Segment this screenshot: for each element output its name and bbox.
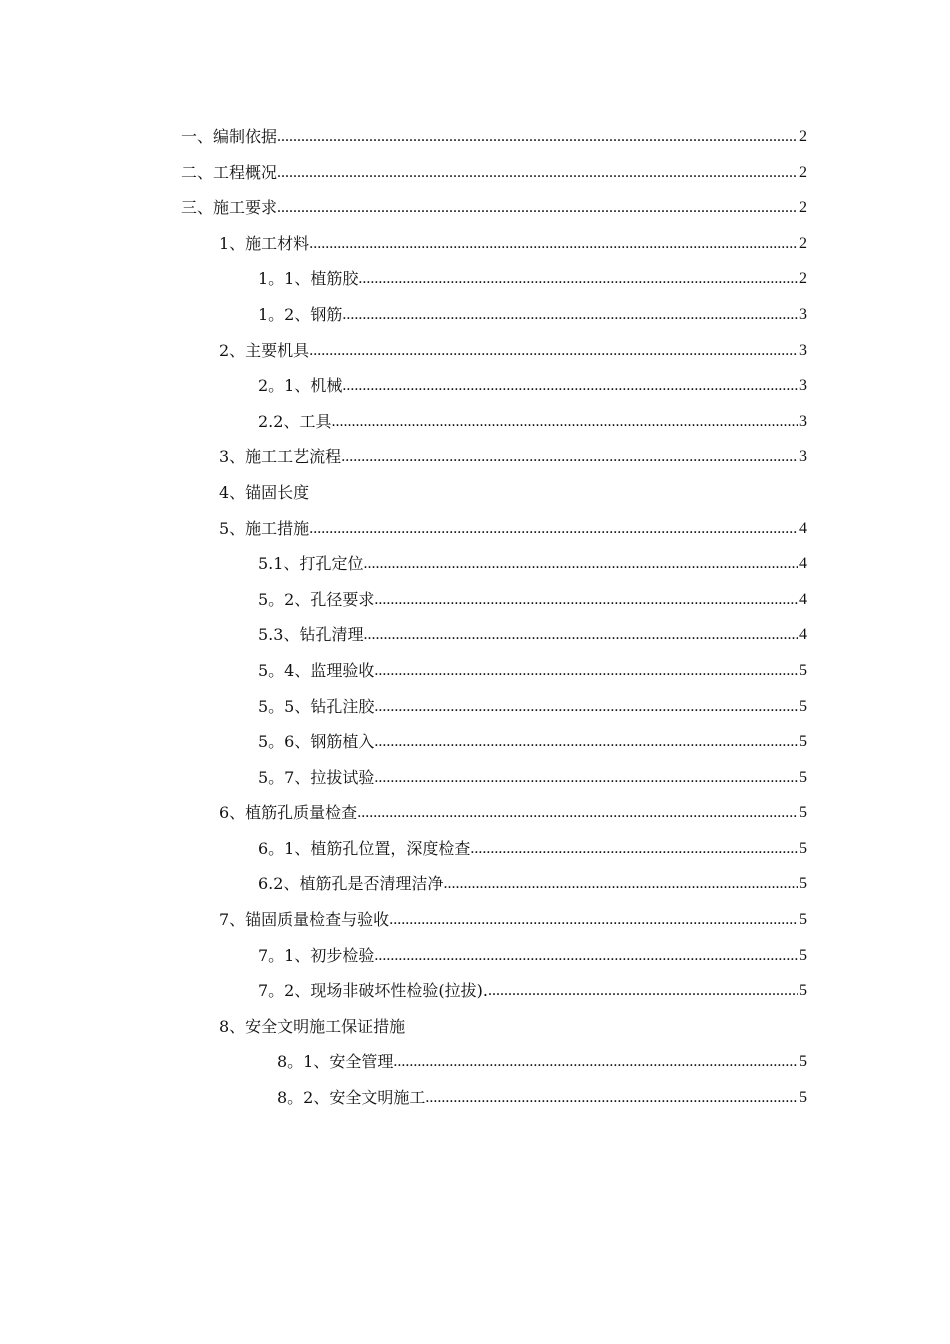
toc-entry-title: 8。2、安全文明施工: [277, 1088, 426, 1108]
toc-entry-title: 5。2、孔径要求: [258, 589, 375, 609]
toc-entry[interactable]: [0, 938, 807, 974]
toc-entry[interactable]: [0, 404, 807, 440]
toc-dot-leader: [331, 404, 798, 440]
toc-entry-page-number: 5: [799, 804, 807, 822]
toc-entry[interactable]: [0, 1080, 807, 1116]
toc-dot-leader: [309, 333, 798, 369]
toc-dot-leader: [374, 689, 798, 725]
toc-entry-page-number: 4: [799, 626, 807, 644]
toc-entry-title: 5。7、拉拔试验: [258, 767, 375, 787]
toc-entry-page-number: 2: [799, 163, 807, 181]
toc-entry[interactable]: [0, 297, 807, 333]
toc-entry-title: 1。1、植筋胶: [258, 269, 359, 289]
toc-dot-leader: [374, 760, 798, 796]
toc-entry-page-number: 2: [799, 270, 807, 288]
toc-entry[interactable]: [0, 261, 807, 297]
toc-entry[interactable]: [0, 902, 807, 938]
toc-entry-title: 1。2、钢筋: [258, 304, 343, 324]
toc-dot-leader: [358, 261, 798, 297]
toc-entry-title: 一、编制依据: [181, 127, 278, 146]
toc-entry-title: 1、施工材料: [219, 233, 310, 253]
toc-entry-page-number: 2: [799, 199, 807, 217]
toc-entry-title: 二、工程概况: [181, 162, 278, 182]
toc-entry[interactable]: [0, 1009, 807, 1045]
toc-dot-leader: [393, 1044, 798, 1080]
toc-entry[interactable]: [0, 689, 807, 725]
toc-entry[interactable]: [0, 831, 807, 867]
toc-entry-title: 2.2、工具: [258, 411, 332, 431]
toc-entry-page-number: 5: [799, 875, 807, 893]
toc-dot-leader: [277, 119, 798, 155]
toc-entry-title: 7。1、初步检验: [258, 945, 375, 965]
toc-entry[interactable]: [0, 475, 807, 511]
toc-entry-title: 5.1、打孔定位: [258, 554, 364, 574]
toc-entry-title: 4、锚固长度: [219, 482, 310, 502]
toc-dot-leader: [374, 582, 798, 618]
toc-dot-leader: [277, 190, 798, 226]
toc-entry-title: 2。1、机械: [258, 376, 343, 396]
toc-dot-leader: [363, 617, 798, 653]
toc-entry-page-number: 4: [799, 555, 807, 573]
toc-dot-leader: [389, 902, 798, 938]
toc-dot-leader: [374, 724, 798, 760]
toc-entry-title: 3、施工工艺流程: [219, 447, 342, 467]
toc-entry-title: 5.3、钻孔清理: [258, 625, 364, 645]
toc-entry-page-number: 3: [799, 341, 807, 359]
toc-entry-page-number: 5: [799, 1053, 807, 1071]
toc-dot-leader: [374, 653, 798, 689]
toc-entry[interactable]: [0, 439, 807, 475]
toc-entry-title: 5、施工措施: [219, 518, 310, 538]
toc-entry[interactable]: [0, 653, 807, 689]
toc-entry[interactable]: [0, 724, 807, 760]
toc-entry-title: 6。1、植筋孔位置，深度检查: [258, 838, 471, 858]
toc-entry[interactable]: [0, 617, 807, 653]
toc-entry-page-number: 5: [799, 839, 807, 857]
toc-entry-page-number: 3: [799, 412, 807, 430]
toc-entry-page-number: 2: [799, 234, 807, 252]
toc-entry[interactable]: [0, 546, 807, 582]
table-of-contents: [0, 119, 950, 1116]
toc-entry[interactable]: [0, 866, 807, 902]
toc-entry[interactable]: [0, 119, 807, 155]
toc-entry[interactable]: [0, 368, 807, 404]
toc-dot-leader: [488, 973, 798, 1009]
toc-entry[interactable]: [0, 511, 807, 547]
toc-entry-page-number: 3: [799, 377, 807, 395]
toc-entry[interactable]: [0, 1044, 807, 1080]
toc-dot-leader: [309, 226, 798, 262]
toc-dot-leader: [277, 155, 798, 191]
toc-entry[interactable]: [0, 333, 807, 369]
toc-entry-title: 5。4、监理验收: [258, 660, 375, 680]
toc-dot-leader: [425, 1080, 798, 1116]
toc-entry[interactable]: [0, 226, 807, 262]
toc-entry-title: 三、施工要求: [181, 198, 278, 218]
toc-dot-leader: [357, 795, 798, 831]
toc-entry[interactable]: [0, 582, 807, 618]
toc-entry-page-number: 5: [799, 1089, 807, 1107]
toc-entry[interactable]: [0, 190, 807, 226]
toc-dot-leader: [443, 866, 798, 902]
toc-entry-title: 7。2、现场非破坏性检验(拉拔).: [258, 981, 488, 1001]
toc-entry[interactable]: [0, 760, 807, 796]
toc-entry-page-number: 5: [799, 982, 807, 1000]
toc-entry-page-number: 5: [799, 946, 807, 964]
toc-dot-leader: [470, 831, 798, 867]
toc-dot-leader: [341, 439, 798, 475]
toc-entry-page-number: 3: [799, 448, 807, 466]
toc-entry-page-number: 5: [799, 768, 807, 786]
toc-entry-page-number: 4: [799, 590, 807, 608]
toc-dot-leader: [342, 368, 798, 404]
toc-entry-title: 8。1、安全管理: [277, 1052, 394, 1072]
toc-dot-leader: [374, 938, 798, 974]
toc-entry-title: 6、植筋孔质量检查: [219, 803, 358, 823]
toc-entry-page-number: 5: [799, 733, 807, 751]
toc-dot-leader: [363, 546, 798, 582]
toc-entry[interactable]: [0, 973, 807, 1009]
toc-entry-page-number: 5: [799, 697, 807, 715]
toc-entry-title: 5。5、钻孔注胶: [258, 696, 375, 716]
toc-entry-title: 6.2、植筋孔是否清理洁净: [258, 874, 444, 894]
toc-dot-leader: [342, 297, 798, 333]
toc-entry[interactable]: [0, 795, 807, 831]
toc-entry-page-number: 5: [799, 661, 807, 679]
toc-entry-page-number: 4: [799, 519, 807, 537]
toc-entry-page-number: 5: [799, 911, 807, 929]
toc-entry-page-number: 3: [799, 305, 807, 323]
toc-entry-page-number: 2: [799, 128, 807, 145]
toc-entry-title: 5。6、钢筋植入: [258, 732, 375, 752]
toc-entry[interactable]: [0, 155, 807, 191]
toc-dot-leader: [309, 511, 798, 547]
toc-entry-title: 7、锚固质量检查与验收: [219, 910, 390, 930]
toc-entry-title: 2、主要机具: [219, 340, 310, 360]
toc-entry-title: 8、安全文明施工保证措施: [219, 1016, 406, 1036]
